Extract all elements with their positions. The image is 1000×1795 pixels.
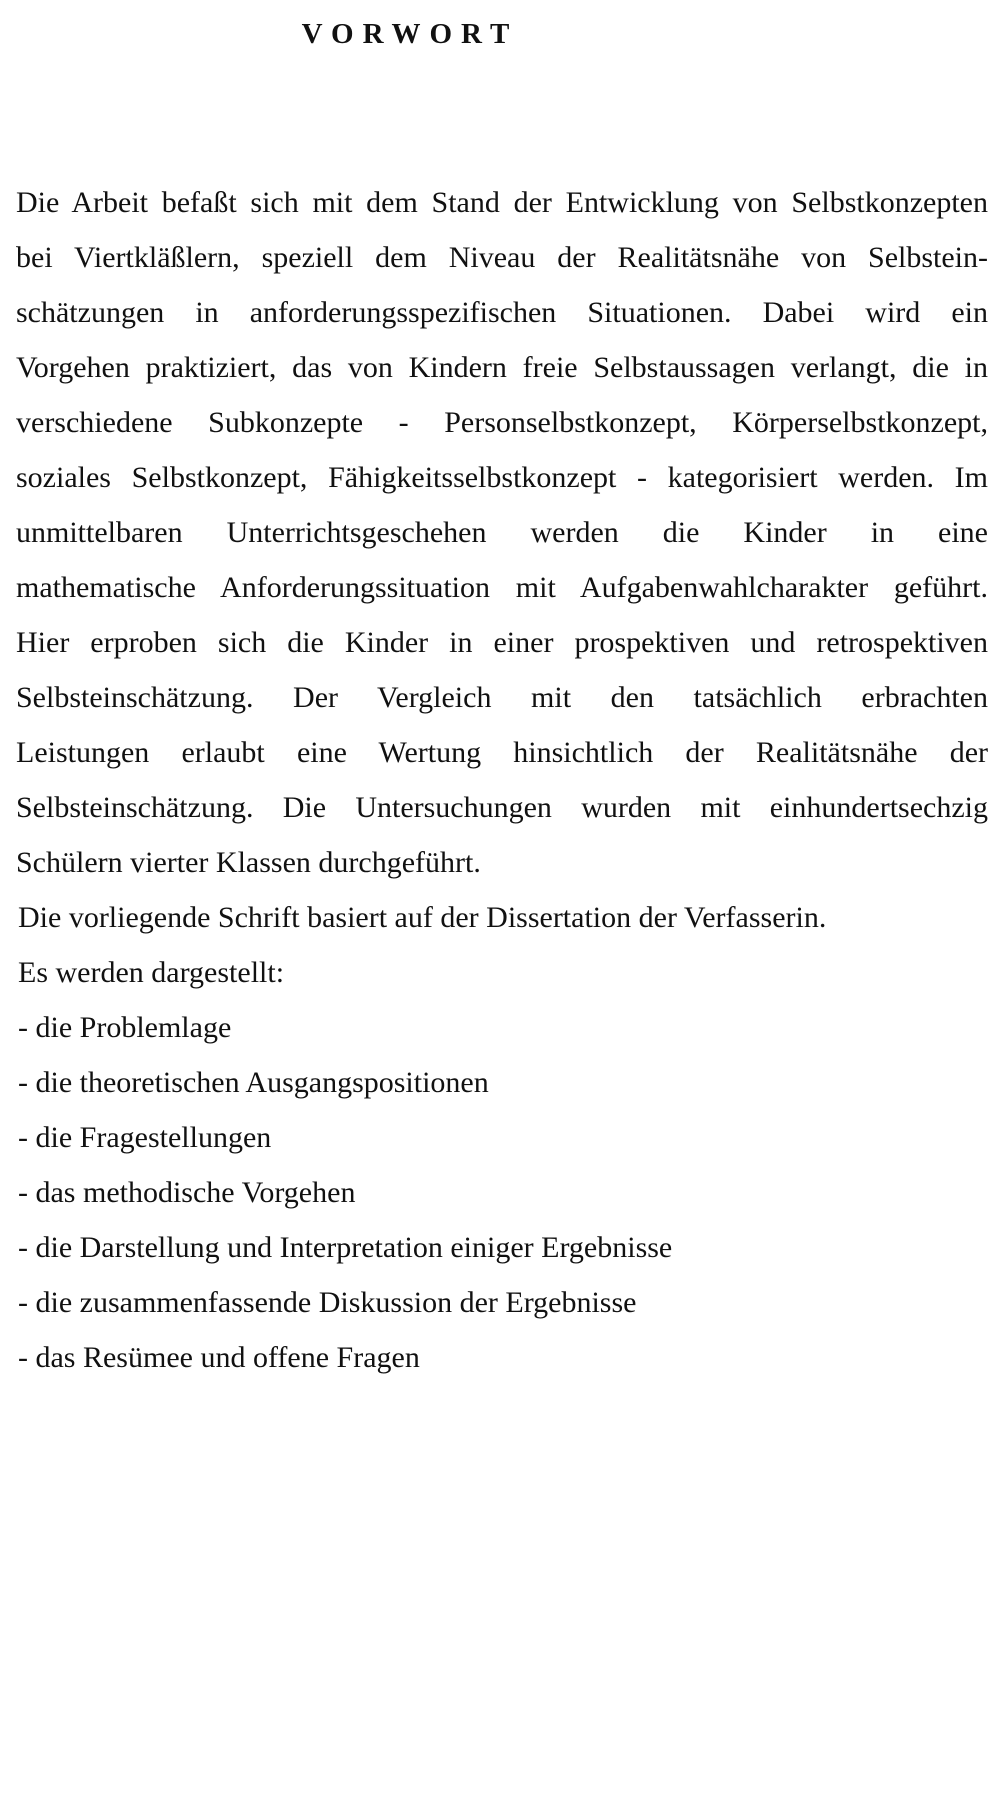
preface-paragraph xyxy=(16,175,988,890)
dissertation-note: Die vorliegende Schrift basiert auf der Dissertation der Verfasserin. xyxy=(18,901,827,934)
list-item: - die theoretischen Ausgangspositionen xyxy=(18,1066,489,1099)
paragraph-line: schätzungen in anforderungsspezifischen Situationen. Dabei wird ein xyxy=(16,296,988,329)
paragraph-line: Vorgehen praktiziert, das von Kindern freie Selbstaussagen verlangt, die in xyxy=(16,351,988,384)
contents-list xyxy=(18,1000,672,1385)
list-intro: Es werden dargestellt: xyxy=(18,956,285,989)
list-item: - die zusammenfassende Diskussion der Ergebnisse xyxy=(18,1286,637,1319)
page-title: VORWORT xyxy=(301,18,519,50)
paragraph-line: Hier erproben sich die Kinder in einer prospektiven und retrospektiven xyxy=(16,626,988,659)
paragraph-line: Schülern vierter Klassen durchgeführt. xyxy=(16,846,481,879)
list-item: - das Resümee und offene Fragen xyxy=(18,1341,420,1374)
paragraph-line: mathematische Anforderungssituation mit Aufgabenwahlcharakter geführt. xyxy=(16,571,988,604)
list-item: - die Darstellung und Interpretation einiger Ergebnisse xyxy=(18,1231,673,1264)
paragraph-line: Leistungen erlaubt eine Wertung hinsichtlich der Realitätsnähe der xyxy=(16,736,988,769)
paragraph-line: Selbsteinschätzung. Der Vergleich mit den tatsächlich erbrachten xyxy=(16,681,988,714)
paragraph-line: unmittelbaren Unterrichtsgeschehen werden die Kinder in eine xyxy=(16,516,988,549)
list-item: - die Fragestellungen xyxy=(18,1121,272,1154)
after-paragraph xyxy=(18,890,826,1000)
paragraph-line: bei Viertkläßlern, speziell dem Niveau der Realitätsnähe von Selbstein- xyxy=(16,241,988,274)
list-item: - die Problemlage xyxy=(18,1011,232,1044)
list-item: - das methodische Vorgehen xyxy=(18,1176,356,1209)
paragraph-line: verschiedene Subkonzepte - Personselbstkonzept, Körperselbstkonzept, xyxy=(16,406,988,439)
paragraph-line: Die Arbeit befaßt sich mit dem Stand der Entwicklung von Selbstkonzepten xyxy=(16,186,988,219)
paragraph-line: soziales Selbstkonzept, Fähigkeitsselbstkonzept - kategorisiert werden. Im xyxy=(16,461,988,494)
paragraph-line: Selbsteinschätzung. Die Untersuchungen wurden mit einhundertsechzig xyxy=(16,791,988,824)
